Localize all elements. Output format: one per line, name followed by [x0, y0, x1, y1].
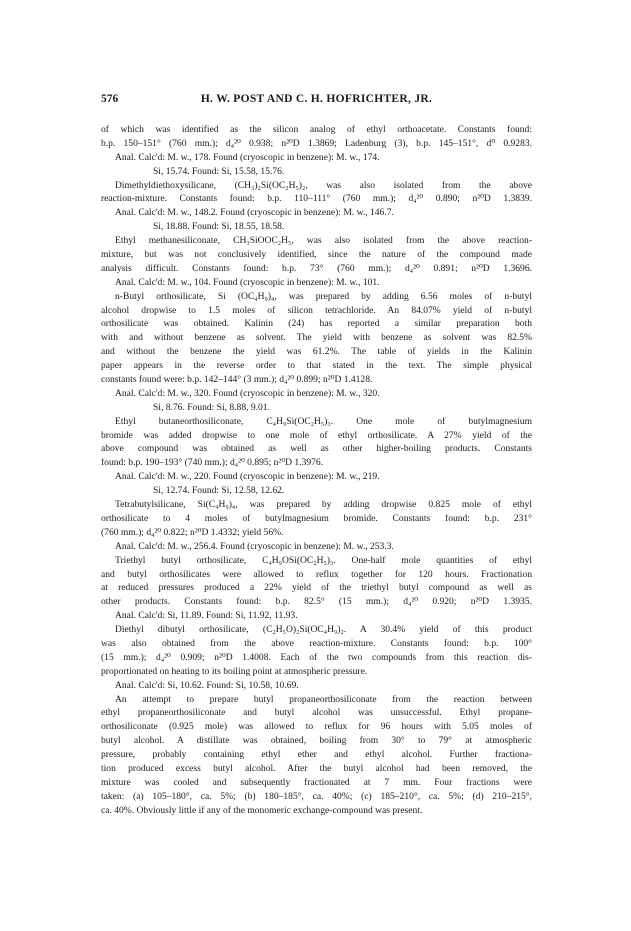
text-line: constants found were: b.p. 142–144° (3 mm.); d₄²⁰ 0.899; n²⁰D 1.4128. — [101, 374, 373, 386]
text-line: orthosilicate was obtained. Kalinin (24) has reported a similar preparation both — [101, 318, 532, 330]
text-line: pressure, probably containing ethyl ether and ethyl alcohol. Further fractiona- — [101, 749, 532, 761]
text-line: proportionated on heating to its boiling point at atmospheric pressure. — [101, 665, 368, 677]
text-line: ethyl propaneorthosiliconate and butyl alcohol was unsuccessful. Ethyl propane- — [101, 707, 532, 719]
text-line: Tetrabutylsilicane, Si(C₄H₉)₄, was prepared by adding dropwise 0.825 mole of ethyl — [115, 499, 532, 511]
text-line: Anal. Calc'd: Si, 11.89. Found: Si, 11.92, 11.93. — [115, 610, 298, 622]
text-line: (15 mm.); d₄²⁰ 0.909; n²⁰D 1.4008. Each of the two compounds from this reaction dis- — [101, 651, 532, 663]
text-line: n-Butyl orthosilicate, Si (OC₄H₉)₄, was prepared by adding 6.56 moles of n-butyl — [115, 290, 532, 302]
page-number: 576 — [101, 93, 119, 105]
text-line: taken: (a) 105–180°, ca. 5%; (b) 180–185°, ca. 40%; (c) 185–210°, ca. 5%; (d) 210–215°, — [101, 790, 532, 802]
text-line: b.p. 150–151° (760 mm.); d₄²⁰ 0.938; n²⁰D 1.3869; Ladenburg (3), b.p. 145–151°, d⁰ 0.9283. — [101, 137, 532, 149]
text-line: Dimethyldiethoxysilicane, (CH₃)₂Si(OC₂H₅)₂, was also isolated from the above — [115, 179, 532, 191]
text-line: other products. Constants found: b.p. 82.5° (15 mm.); d₄²⁰ 0.920; n²⁰D 1.3935. — [101, 596, 532, 608]
text-line: Anal. Calc'd: M. w., 220. Found (cryoscopic in benzene): M. w., 219. — [115, 471, 380, 483]
text-line: bromide was added dropwise to one mole of ethyl orthosilicate. A 27% yield of the — [101, 429, 532, 441]
text-line: Anal. Calc'd: M. w., 104. Found (cryoscopic in benzene): M. w., 101. — [115, 276, 380, 288]
running-head: H. W. POST AND C. H. HOFRICHTER, JR. — [200, 93, 433, 105]
text-line: Si, 12.74. Found: Si, 12.58, 12.62. — [153, 485, 285, 497]
page-header — [101, 93, 532, 109]
text-line: Si, 8.76. Found: Si, 8.88, 9.01. — [153, 401, 270, 413]
text-line: Si, 15.74. Found: Si, 15.58, 15.76. — [153, 165, 285, 177]
text-line: mixture, but was not conclusively identified, since the nature of the compound made — [101, 249, 532, 261]
text-line: tion produced excess butyl alcohol. After the butyl alcohol had been removed, the — [101, 762, 532, 774]
text-line: and butyl orthosilicates were allowed to reflux together for 120 hours. Fractionation — [101, 568, 532, 580]
text-line: ca. 40%. Obviously little if any of the monomeric exchange-compound was present. — [101, 804, 423, 816]
text-line: Anal. Calc'd: Si, 10.62. Found: Si, 10.58, 10.69. — [115, 679, 299, 691]
text-line: found: b.p. 190–193° (740 mm.); d₄²⁰ 0.895; n²⁰D 1.3976. — [101, 457, 324, 469]
text-line: Anal. Calc'd: M. w., 178. Found (cryoscopic in benzene): M. w., 174. — [115, 151, 380, 163]
text-line: Anal. Calc'd: M. w., 256.4. Found (cryoscopic in benzene): M. w., 253.3. — [115, 540, 394, 552]
article-body — [101, 123, 532, 818]
text-line: Ethyl butaneorthosiliconate, C₄H₉Si(OC₂H₅)₃. One mole of butylmagnesium — [115, 415, 532, 427]
text-line: of which was identified as the silicon analog of ethyl orthoacetate. Constants found: — [101, 124, 532, 135]
text-line: and without the benzene the yield was 61.2%. The table of yields in the Kalinin — [101, 346, 532, 358]
text-line: alcohol dropwise to 1.5 moles of silicon tetrachloride. An 84.07% yield of n-butyl — [101, 304, 532, 316]
text-line: orthosilicate to 4 moles of butylmagnesium bromide. Constants found: b.p. 231° — [101, 512, 532, 524]
text-line: at reduced pressures produced a 22% yield of the triethyl butyl compound as well as — [101, 582, 532, 594]
text-line: An attempt to prepare butyl propaneorthosiliconate from the reaction between — [115, 693, 532, 705]
text-line: was also obtained from the above reaction-mixture. Constants found: b.p. 100° — [101, 637, 532, 649]
text-line: above compound was obtained as well as other higher-boiling products. Constants — [101, 443, 532, 455]
text-line: orthosiliconate (0.925 mole) was allowed to reflux for 96 hours with 5.05 moles of — [101, 721, 532, 733]
text-line: Anal. Calc'd: M. w., 320. Found (cryoscopic in benzene): M. w., 320. — [115, 387, 380, 399]
text-line: Si, 18.88. Found: Si, 18.55, 18.58. — [153, 221, 285, 233]
text-line: Triethyl butyl orthosilicate, C₄H₉OSi(OC₂H₅)₃. One-half mole quantities of ethyl — [115, 554, 532, 566]
text-line: (760 mm.); d₄²⁰ 0.822; n²⁰D 1.4332; yield 56%. — [101, 526, 284, 538]
text-line: Diethyl dibutyl orthosilicate, (C₂H₅O)₂Si(OC₄H₉)₂. A 30.4% yield of this product — [115, 624, 532, 636]
text-line: paper appears in the reverse order to that stated in the text. The simple physical — [101, 360, 532, 372]
text-line: reaction-mixture. Constants found: b.p. 110–111° (760 mm.); d₄²⁰ 0.890; n²⁰D 1.3839. — [101, 193, 532, 205]
text-line: analysis difficult. Constants found: b.p. 73° (760 mm.); d₄²⁰ 0.891; n²⁰D 1.3696. — [101, 262, 532, 274]
text-line: Anal. Calc'd: M. w., 148.2. Found (cryoscopic in benzene): M. w., 146.7. — [115, 207, 394, 219]
text-line: mixture was cooled and subsequently fractionated at 7 mm. Four fractions were — [101, 776, 532, 788]
text-line: Ethyl methanesiliconate, CH₃SiOOC₂H₅, was also isolated from the above reaction- — [115, 235, 532, 247]
text-line: butyl alcohol. A distillate was obtained, boiling from 30° to 79° at atmospheric — [101, 735, 532, 747]
text-line: with and without benzene as solvent. The yield with benzene as solvent was 82.5% — [101, 332, 532, 344]
